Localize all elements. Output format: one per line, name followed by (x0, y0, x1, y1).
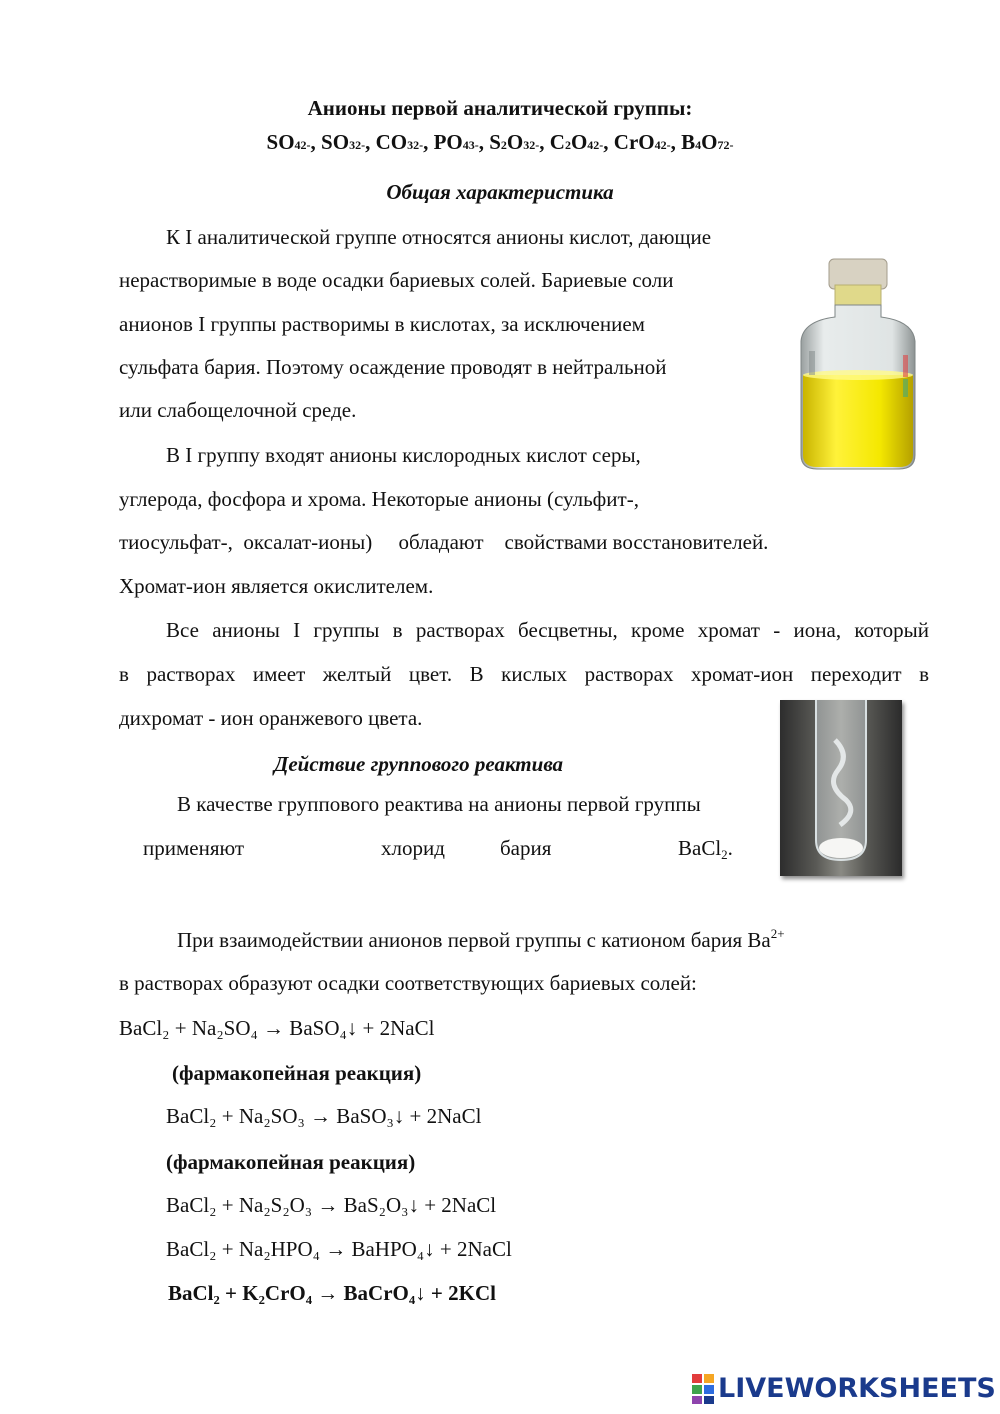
anion-formula: CrO42-, (613, 130, 682, 154)
paragraph-line: нерастворимые в воде осадки бариевых солей. Бариевые соли (119, 268, 674, 292)
paragraph-line: или слабощелочной среде. (119, 398, 357, 422)
paragraph-line: В I группу входят анионы кислородных кислот серы, (166, 443, 641, 467)
test-tube-image (780, 700, 902, 876)
paragraph-line: тиосульфат-, оксалат-ионы) обладают свойствами восстановителей. (119, 530, 769, 554)
anion-formula: B4O72- (681, 130, 734, 154)
brand-name: LIVEWORKSHEETS (718, 1373, 996, 1404)
reagent-bottle-image (795, 255, 923, 473)
paragraph-line: В качестве группового реактива на анионы первой группы (177, 792, 701, 816)
section-heading-general: Общая характеристика (386, 180, 614, 204)
anion-formula: SO32-, (321, 130, 376, 154)
paragraph-line: Хромат-ион является окислителем. (119, 574, 434, 598)
reaction-equation: BaCl₂ + Na₂SO₃ → BaSO₃↓ + 2NaCl (166, 1104, 482, 1128)
reaction-equation: BaCl₂ + K₂CrO₄ → BaCrO₄↓ + 2KCl (168, 1281, 496, 1305)
page-title: Анионы первой аналитической группы: (307, 96, 693, 120)
anion-formula: SO42-, (266, 130, 322, 154)
anion-formula: C2O42-, (549, 130, 614, 154)
anion-formula: CO32-, (375, 130, 434, 154)
paragraph-line: При взаимодействии анионов первой группы с катионом бария $Ba^{2+}$ (177, 926, 785, 952)
paragraph-word: бария (500, 836, 552, 860)
reagent-formula: BaCl2. (678, 836, 733, 862)
paragraph-line: К I аналитической группе относятся анионы кислот, дающие (166, 225, 712, 249)
reaction-note: (фармакопейная реакция) (172, 1061, 422, 1085)
paragraph-word: хлорид (381, 836, 445, 860)
anion-formula-list (0, 130, 1000, 155)
reaction-equation: BaCl₂ + Na₂SO₄ → BaSO₄↓ + 2NaCl (119, 1016, 435, 1040)
section-heading-reagent: Действие группового реактива (274, 752, 564, 776)
paragraph-line: в растворах имеет желтый цвет. В кислых растворах хромат-ион переходит в (119, 662, 929, 686)
paragraph-line: в растворах образуют осадки соответствующих бариевых солей: (119, 971, 697, 995)
reaction-equation: BaCl₂ + Na₂S₂O₃ → BaS₂O₃↓ + 2NaCl (166, 1193, 497, 1217)
paragraph-line: анионов I группы растворимы в кислотах, за исключением (119, 312, 645, 336)
paragraph-line: Все анионы I группы в растворах бесцветны, кроме хромат - иона, который (166, 618, 929, 642)
paragraph-line: углерода, фосфора и хрома. Некоторые анионы (сульфит-, (119, 487, 639, 511)
reaction-equation: BaCl₂ + Na₂HPO₄ → BaHPO₄↓ + 2NaCl (166, 1237, 512, 1261)
paragraph-line: дихромат - ион оранжевого цвета. (119, 706, 423, 730)
reaction-note: (фармакопейная реакция) (166, 1150, 416, 1174)
paragraph-word: применяют (143, 836, 245, 860)
anion-formula: PO43-, (433, 130, 490, 154)
paragraph-line: сульфата бария. Поэтому осаждение проводят в нейтральной (119, 355, 667, 379)
liveworksheets-logo-icon (692, 1374, 716, 1404)
anion-formula: S2O32-, (489, 130, 550, 154)
